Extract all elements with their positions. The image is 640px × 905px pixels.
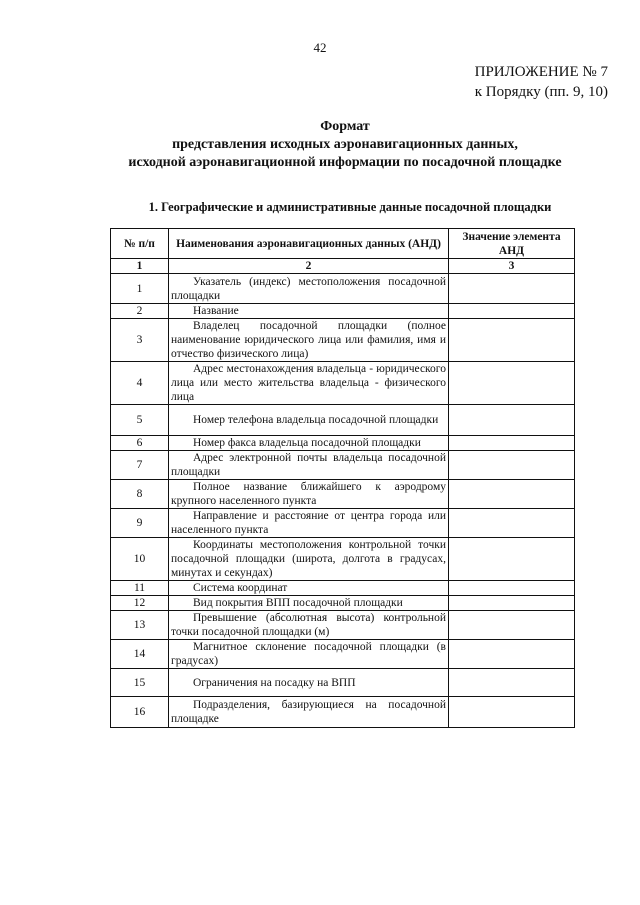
column-number-row bbox=[111, 259, 575, 274]
row-description bbox=[169, 611, 449, 640]
row-description-text: Система координат bbox=[193, 582, 288, 594]
table-row bbox=[111, 274, 575, 304]
row-value-cell[interactable] bbox=[449, 405, 575, 436]
row-value-cell[interactable] bbox=[449, 436, 575, 451]
row-number: 10 bbox=[111, 538, 169, 581]
row-value-cell[interactable] bbox=[449, 611, 575, 640]
table-row bbox=[111, 611, 575, 640]
table-row bbox=[111, 538, 575, 581]
row-description bbox=[169, 509, 449, 538]
row-number: 13 bbox=[111, 611, 169, 640]
row-value-cell[interactable] bbox=[449, 669, 575, 697]
row-description bbox=[169, 538, 449, 581]
table-row bbox=[111, 451, 575, 480]
table-row bbox=[111, 319, 575, 362]
row-value-cell[interactable] bbox=[449, 480, 575, 509]
header-num: № п/п bbox=[111, 229, 169, 259]
row-value-cell[interactable] bbox=[449, 581, 575, 596]
title-line-3: исходной аэронавигационной информации по посадочной площадке bbox=[128, 155, 562, 170]
row-value-cell[interactable] bbox=[449, 319, 575, 362]
row-description bbox=[169, 362, 449, 405]
row-description-text: Название bbox=[193, 305, 239, 317]
table-row bbox=[111, 304, 575, 319]
row-number: 16 bbox=[111, 697, 169, 728]
row-number: 14 bbox=[111, 640, 169, 669]
row-description bbox=[169, 697, 449, 728]
table-row bbox=[111, 405, 575, 436]
page-number: 42 bbox=[313, 40, 327, 55]
row-value-cell[interactable] bbox=[449, 697, 575, 728]
row-description-text: Ограничения на посадку на ВПП bbox=[193, 676, 356, 689]
data-format-table bbox=[110, 228, 575, 728]
row-description-text: Номер факса владельца посадочной площадки bbox=[193, 437, 421, 449]
table-row bbox=[111, 596, 575, 611]
row-description bbox=[169, 480, 449, 509]
row-number: 7 bbox=[111, 451, 169, 480]
row-description-text: Координаты местоположения контрольной точки посадочной площадки (широта, долгота в градусах, минутах и секундах) bbox=[171, 539, 446, 579]
row-description bbox=[169, 436, 449, 451]
row-number: 15 bbox=[111, 669, 169, 697]
table-row bbox=[111, 480, 575, 509]
row-number: 6 bbox=[111, 436, 169, 451]
row-description-text: Полное название ближайшего к аэродрому крупного населенного пункта bbox=[171, 481, 446, 507]
appendix-line-1: ПРИЛОЖЕНИЕ № 7 bbox=[474, 64, 608, 80]
row-number: 9 bbox=[111, 509, 169, 538]
row-value-cell[interactable] bbox=[449, 274, 575, 304]
row-number: 3 bbox=[111, 319, 169, 362]
row-description-text: Владелец посадочной площадки (полное наименование юридического лица или фамилия, имя и отчество физического лица) bbox=[171, 320, 446, 360]
section-title: 1. Географические и административные данные посадочной площадки bbox=[148, 200, 552, 214]
row-description bbox=[169, 451, 449, 480]
appendix-reference bbox=[475, 62, 608, 102]
row-description-text: Вид покрытия ВПП посадочной площадки bbox=[193, 597, 403, 609]
row-value-cell[interactable] bbox=[449, 451, 575, 480]
row-number: 8 bbox=[111, 480, 169, 509]
row-description-text: Указатель (индекс) местоположения посадочной площадки bbox=[171, 275, 446, 302]
row-description bbox=[169, 304, 449, 319]
column-number: 2 bbox=[169, 259, 449, 274]
appendix-line-2: к Порядку (пп. 9, 10) bbox=[474, 84, 608, 100]
row-number: 2 bbox=[111, 304, 169, 319]
table-row bbox=[111, 697, 575, 728]
row-value-cell[interactable] bbox=[449, 304, 575, 319]
table-row bbox=[111, 581, 575, 596]
row-description-text: Адрес электронной почты владельца посадочной площадки bbox=[171, 452, 446, 478]
row-description bbox=[169, 319, 449, 362]
row-description bbox=[169, 274, 449, 304]
title-line-2: представления исходных аэронавигационных данных, bbox=[172, 137, 518, 152]
title-line-1: Формат bbox=[320, 119, 370, 134]
row-value-cell[interactable] bbox=[449, 596, 575, 611]
header-name: Наименования аэронавигационных данных (АНД) bbox=[169, 229, 449, 259]
row-value-cell[interactable] bbox=[449, 538, 575, 581]
document-title bbox=[60, 118, 630, 172]
row-description bbox=[169, 640, 449, 669]
table-row bbox=[111, 669, 575, 697]
table-row bbox=[111, 640, 575, 669]
row-description bbox=[169, 596, 449, 611]
row-number: 5 bbox=[111, 405, 169, 436]
table-row bbox=[111, 436, 575, 451]
table-row bbox=[111, 362, 575, 405]
row-description-text: Направление и расстояние от центра города или населенного пункта bbox=[171, 510, 446, 536]
column-number: 1 bbox=[111, 259, 169, 274]
row-value-cell[interactable] bbox=[449, 362, 575, 405]
row-description-text: Адрес местонахождения владельца - юридического лица или место жительства владельца - физического лица bbox=[171, 363, 446, 403]
row-value-cell[interactable] bbox=[449, 509, 575, 538]
row-description bbox=[169, 669, 449, 697]
row-description-text: Превышение (абсолютная высота) контрольной точки посадочной площадки (м) bbox=[171, 612, 446, 638]
row-description bbox=[169, 405, 449, 436]
table-row bbox=[111, 509, 575, 538]
row-description bbox=[169, 581, 449, 596]
row-number: 1 bbox=[111, 274, 169, 304]
row-value-cell[interactable] bbox=[449, 640, 575, 669]
row-number: 11 bbox=[111, 581, 169, 596]
row-description-text: Магнитное склонение посадочной площадки (в градусах) bbox=[171, 641, 446, 667]
column-number: 3 bbox=[449, 259, 575, 274]
row-description-text: Номер телефона владельца посадочной площадки bbox=[193, 414, 439, 426]
row-number: 4 bbox=[111, 362, 169, 405]
row-number: 12 bbox=[111, 596, 169, 611]
header-value: Значение элемента АНД bbox=[449, 229, 575, 259]
row-description-text: Подразделения, базирующиеся на посадочной площадке bbox=[171, 699, 446, 725]
